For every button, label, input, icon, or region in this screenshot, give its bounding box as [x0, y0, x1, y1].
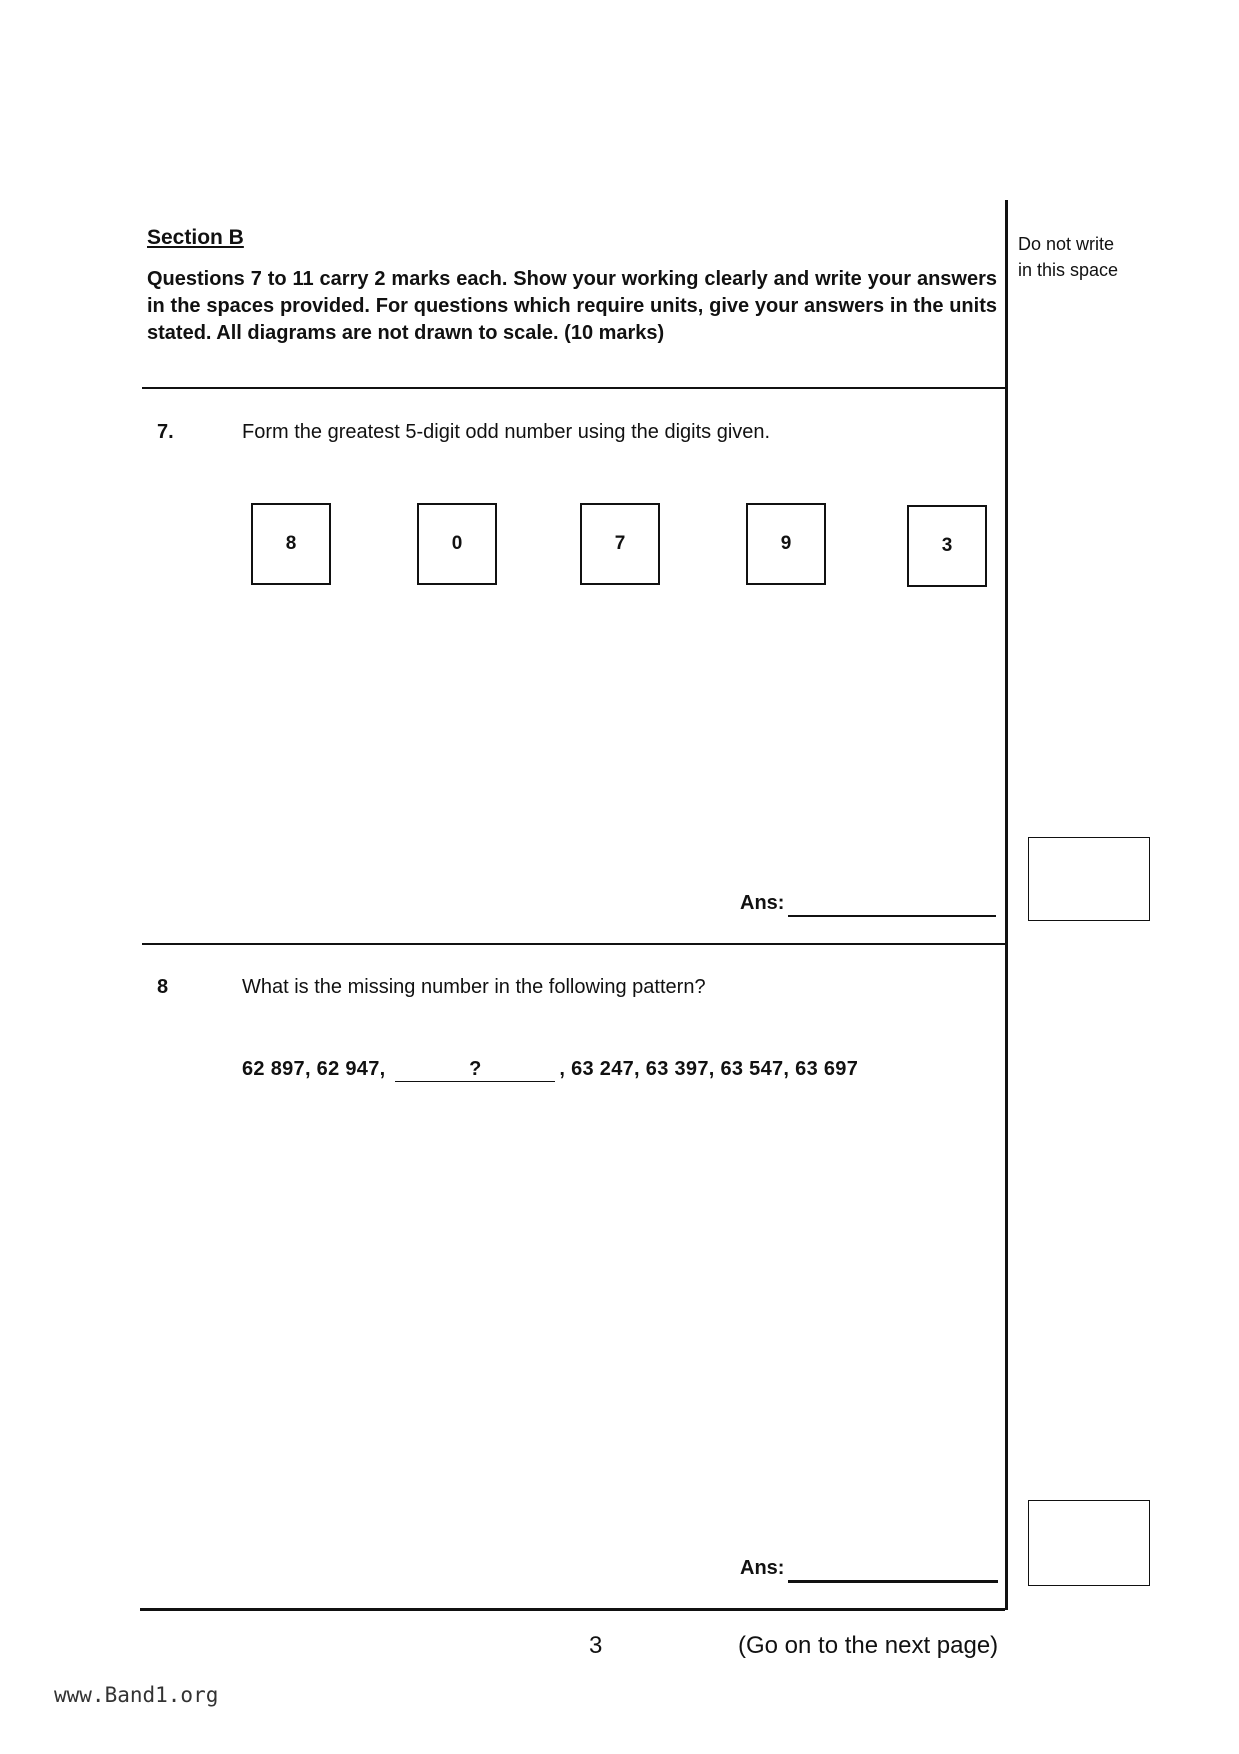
digit-value: 9 [780, 533, 792, 554]
section-instructions: Questions 7 to 11 carry 2 marks each. Show your working clearly and write your answers in the spaces provided. For questions which require units, give your answers in the units stated. All diagrams are not drawn to scale. (10 marks) [147, 268, 997, 344]
q8-marks-box[interactable] [1028, 1500, 1150, 1586]
separator-after-instructions [142, 387, 1005, 389]
separator-after-q7 [142, 943, 1005, 945]
digit-card-1 [251, 503, 331, 585]
pattern-after: , 63 247, 63 397, 63 547, 63 697 [559, 1058, 859, 1080]
digit-value: 8 [285, 533, 297, 554]
margin-note [1018, 231, 1148, 283]
margin-note-line1: Do not write [1018, 234, 1115, 254]
digit-value: 3 [941, 535, 953, 556]
q7-marks-box[interactable] [1028, 837, 1150, 921]
q7-text: Form the greatest 5-digit odd number using the digits given. [242, 421, 771, 443]
margin-note-line2: in this space [1018, 260, 1119, 280]
q8-answer-line[interactable] [788, 1580, 998, 1583]
go-on-note: (Go on to the next page) [738, 1632, 999, 1659]
page-number: 3 [589, 1632, 603, 1659]
missing-number-blank [395, 1058, 555, 1082]
section-title: Section B [147, 226, 244, 249]
digit-value: 0 [451, 533, 463, 554]
q8-number: 8 [157, 976, 169, 998]
margin-rule [1005, 200, 1008, 1610]
separator-after-q8 [140, 1608, 1005, 1611]
missing-number: ? [469, 1058, 482, 1080]
digit-card-4 [746, 503, 826, 585]
q7-answer-line[interactable] [788, 915, 996, 917]
q8-pattern [242, 1058, 858, 1082]
q8-ans-label: Ans: [740, 1557, 785, 1579]
q7-number: 7. [157, 421, 174, 443]
digit-card-5 [907, 505, 987, 587]
pattern-before: 62 897, 62 947, [242, 1058, 386, 1080]
digit-card-2 [417, 503, 497, 585]
digit-card-3 [580, 503, 660, 585]
q8-text: What is the missing number in the following pattern? [242, 976, 706, 998]
watermark: www.Band1.org [54, 1683, 219, 1707]
digit-value: 7 [614, 533, 626, 554]
q7-ans-label: Ans: [740, 892, 785, 914]
